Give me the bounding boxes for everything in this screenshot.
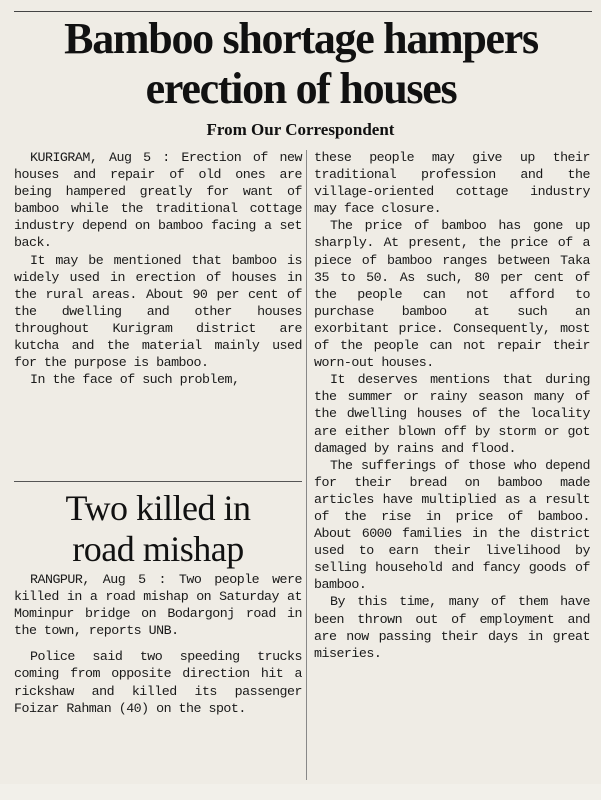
article1-paragraph-1: KURIGRAM, Aug 5 : Erection of new houses and repair of old ones are being hampered greatly for want of bamboo while the traditional cottage industry depend on bamboo facing a set back.	[14, 150, 302, 251]
clipping-bottom-edge	[0, 784, 601, 800]
top-rule	[14, 11, 592, 12]
article2-paragraph-2: Police said two speeding trucks coming from opposite direction hit a rickshaw and killed its passenger Foizar Rahman (40) on the spot.	[14, 649, 302, 716]
article2-body	[14, 571, 302, 717]
article1-paragraph-7: The sufferings of those who depend for their bread on bamboo made articles have multiplied as a result of the rise in price of bamboo. About 6000 families in the district used to earn their livelihood by selling household and fancy goods of bamboo.	[314, 457, 590, 593]
article1-left-column	[14, 149, 302, 388]
article1-byline: From Our Correspondent	[206, 120, 395, 139]
article2-paragraph-1: RANGPUR, Aug 5 : Two people were killed in a road mishap on Saturday at Mominpur bridge on Bodargonj road in the town, reports UNB.	[14, 572, 302, 639]
article1-paragraph-5: The price of bamboo has gone up sharply. At present, the price of a piece of bamboo ranges between Taka 35 to 50. As such, 80 per cent of the people can not afford to purchase bamboo at such an exorbitant price. Consequently, most of the people can not repair their worn-out houses.	[314, 218, 590, 371]
article2-headline-line1: Two killed in	[65, 488, 251, 528]
article1-paragraph-8: By this time, many of them have been thrown out of employment and are now passing their days in great miseries.	[314, 594, 590, 661]
article2-headline	[14, 488, 302, 570]
article1-headline-line1: Bamboo shortage hampers	[64, 14, 538, 63]
article-separator-rule	[14, 481, 302, 482]
article1-paragraph-4: these people may give up their traditional profession and the village-oriented cottage industry may face closure.	[314, 150, 590, 217]
article1-headline	[6, 14, 596, 114]
article1-paragraph-6: It deserves mentions that during the summer or rainy season many of the dwelling houses of the locality are either blown off by storm or got damaged by rains and flood.	[314, 372, 590, 456]
column-divider	[306, 150, 307, 780]
article2-headline-line2: road mishap	[72, 529, 244, 569]
article1-paragraph-3: In the face of such problem,	[30, 372, 240, 388]
article1-paragraph-2: It may be mentioned that bamboo is widely used in erection of houses in the rural areas. About 90 per cent of the dwelling and other houses throughout Kurigram district are kutcha and the material mainly used for the purpose is bamboo.	[14, 252, 302, 371]
article1-headline-line2: erection of houses	[145, 64, 457, 113]
article1-right-column	[314, 149, 590, 662]
